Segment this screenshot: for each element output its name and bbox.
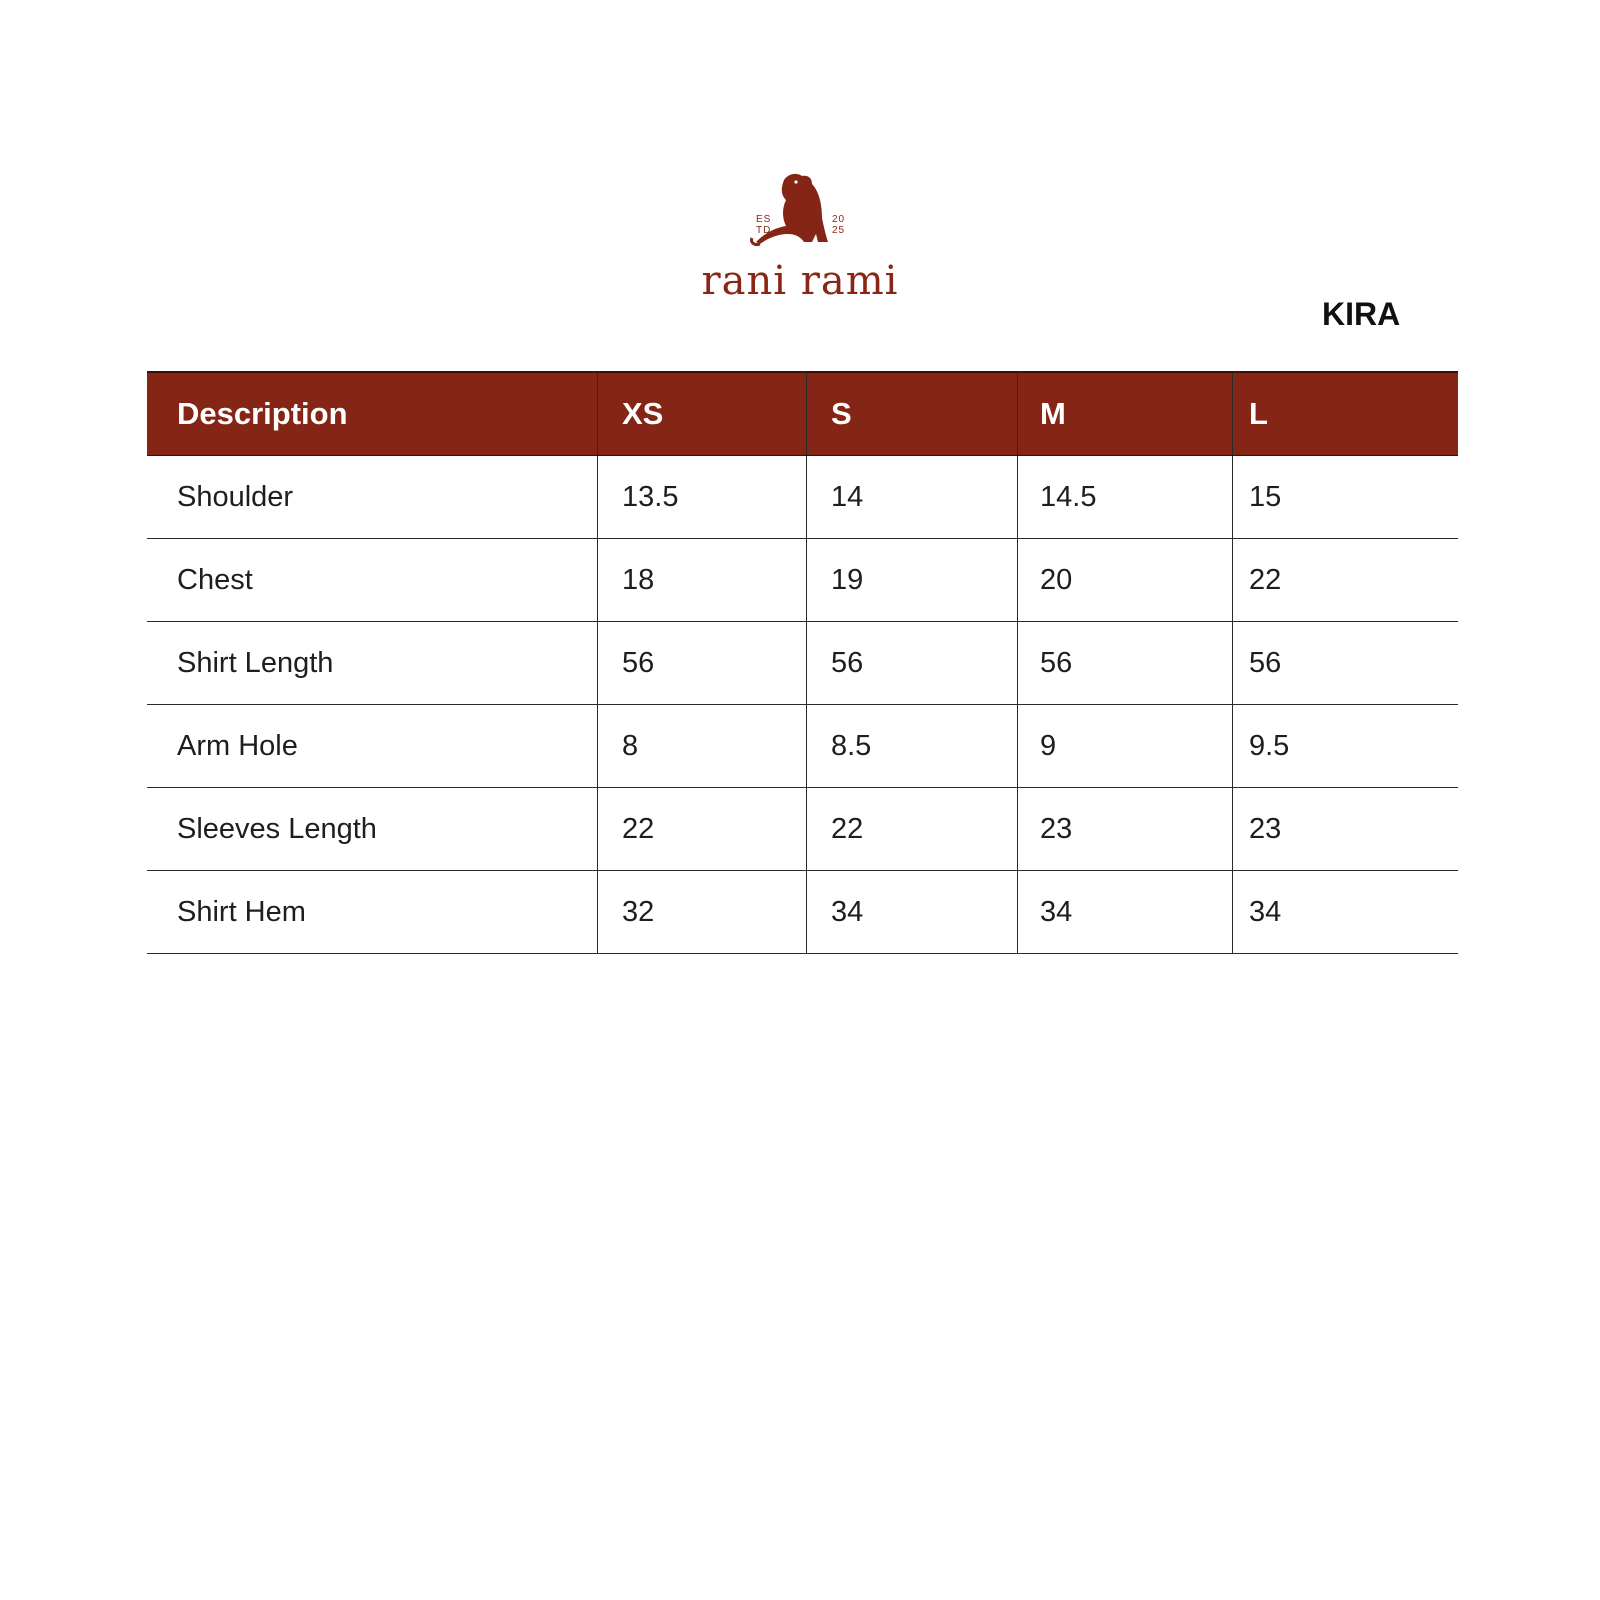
cell-value: 32 — [598, 871, 807, 954]
cell-value: 56 — [807, 622, 1018, 705]
row-label: Arm Hole — [147, 705, 598, 788]
brand-wordmark: rani rami — [701, 258, 899, 304]
cell-value: 20 — [1018, 539, 1233, 622]
size-chart-table — [147, 371, 1458, 954]
cell-value: 22 — [1233, 539, 1459, 622]
product-name: KIRA — [1322, 296, 1401, 332]
brand-logo — [700, 172, 900, 312]
row-label: Sleeves Length — [147, 788, 598, 871]
established-label: ES TD — [756, 214, 772, 236]
cell-value: 8.5 — [807, 705, 1018, 788]
cell-value: 14.5 — [1018, 456, 1233, 539]
cell-value: 56 — [1233, 622, 1459, 705]
cell-value: 8 — [598, 705, 807, 788]
cell-value: 56 — [598, 622, 807, 705]
cell-value: 9 — [1018, 705, 1233, 788]
cell-value: 22 — [598, 788, 807, 871]
column-header-l: L — [1233, 372, 1459, 456]
cell-value: 19 — [807, 539, 1018, 622]
row-label: Shirt Length — [147, 622, 598, 705]
table-row — [147, 705, 1458, 788]
cell-value: 34 — [1018, 871, 1233, 954]
cell-value: 14 — [807, 456, 1018, 539]
table-row — [147, 788, 1458, 871]
table-row — [147, 456, 1458, 539]
cell-value: 13.5 — [598, 456, 807, 539]
cell-value: 22 — [807, 788, 1018, 871]
table-row — [147, 871, 1458, 954]
row-label: Shoulder — [147, 456, 598, 539]
column-header-s: S — [807, 372, 1018, 456]
cell-value: 56 — [1018, 622, 1233, 705]
cell-value: 9.5 — [1233, 705, 1459, 788]
cell-value: 15 — [1233, 456, 1459, 539]
cell-value: 23 — [1018, 788, 1233, 871]
cell-value: 34 — [807, 871, 1018, 954]
row-label: Shirt Hem — [147, 871, 598, 954]
table-row — [147, 539, 1458, 622]
established-year: 20 25 — [832, 214, 846, 236]
cell-value: 34 — [1233, 871, 1459, 954]
table-header-row — [147, 372, 1458, 456]
table-row — [147, 622, 1458, 705]
column-header-description: Description — [147, 372, 598, 456]
cell-value: 23 — [1233, 788, 1459, 871]
column-header-m: M — [1018, 372, 1233, 456]
seated-tiger-icon — [700, 172, 900, 262]
row-label: Chest — [147, 539, 598, 622]
cell-value: 18 — [598, 539, 807, 622]
column-header-xs: XS — [598, 372, 807, 456]
